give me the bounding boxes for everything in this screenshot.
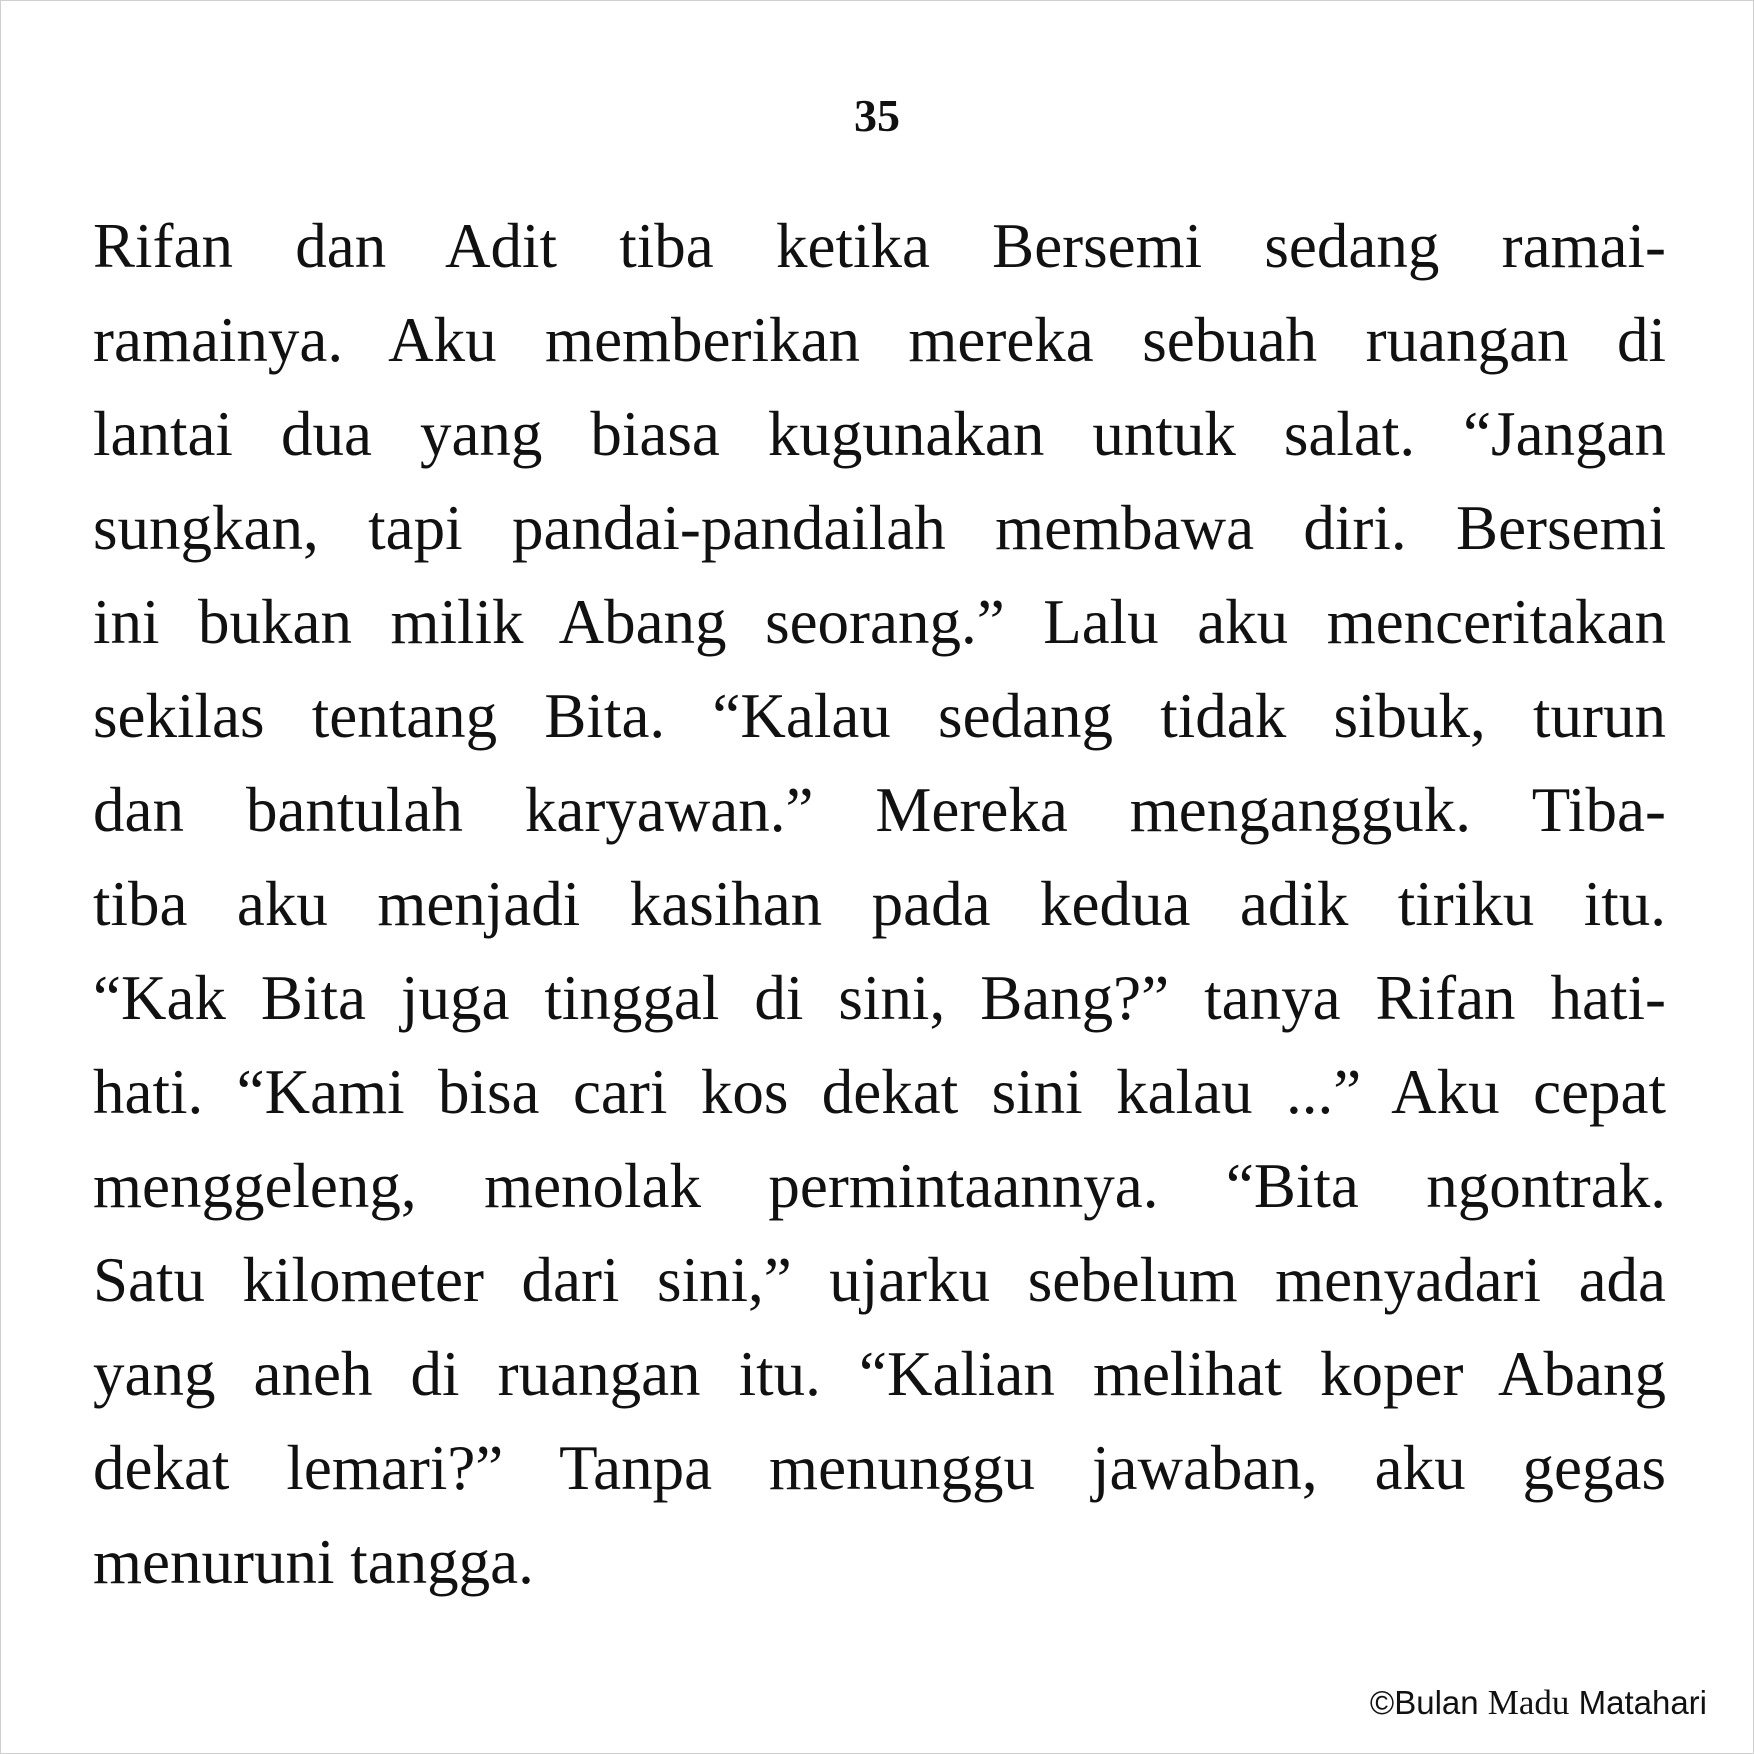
text-line: hati. “Kami bisa cari kos dekat sini kalau ...” Aku cepat	[93, 1057, 1666, 1127]
text-line: tiba aku menjadi kasihan pada kedua adik tiriku itu.	[93, 869, 1666, 939]
text-line: lantai dua yang biasa kugunakan untuk salat. “Jangan	[93, 399, 1666, 469]
copyright-footer	[1370, 1683, 1707, 1723]
copyright-prefix: ©Bulan	[1369, 1684, 1488, 1721]
text-line: Satu kilometer dari sini,” ujarku sebelum menyadari ada	[93, 1245, 1666, 1315]
page-number: 35	[854, 90, 900, 141]
text-line: ini bukan milik Abang seorang.” Lalu aku menceritakan	[93, 587, 1666, 657]
text-line: sungkan, tapi pandai-pandailah membawa diri. Bersemi	[93, 493, 1666, 563]
text-line: “Kak Bita juga tinggal di sini, Bang?” tanya Rifan hati-	[93, 963, 1666, 1033]
text-line: dekat lemari?” Tanpa menunggu jawaban, aku gegas	[93, 1433, 1666, 1503]
text-line: yang aneh di ruangan itu. “Kalian melihat koper Abang	[93, 1339, 1666, 1409]
copyright-middle: Madu	[1487, 1683, 1570, 1722]
text-line: Rifan dan Adit tiba ketika Bersemi sedang ramai-	[93, 211, 1666, 281]
text-line: sekilas tentang Bita. “Kalau sedang tidak sibuk, turun	[93, 681, 1666, 751]
text-line: dan bantulah karyawan.” Mereka mengangguk. Tiba-	[93, 775, 1666, 845]
text-line: ramainya. Aku memberikan mereka sebuah ruangan di	[93, 305, 1666, 375]
body-paragraph	[93, 199, 1666, 1609]
text-line: menuruni tangga.	[93, 1527, 534, 1597]
text-line: menggeleng, menolak permintaannya. “Bita ngontrak.	[93, 1151, 1666, 1221]
copyright-suffix: Matahari	[1569, 1684, 1707, 1721]
